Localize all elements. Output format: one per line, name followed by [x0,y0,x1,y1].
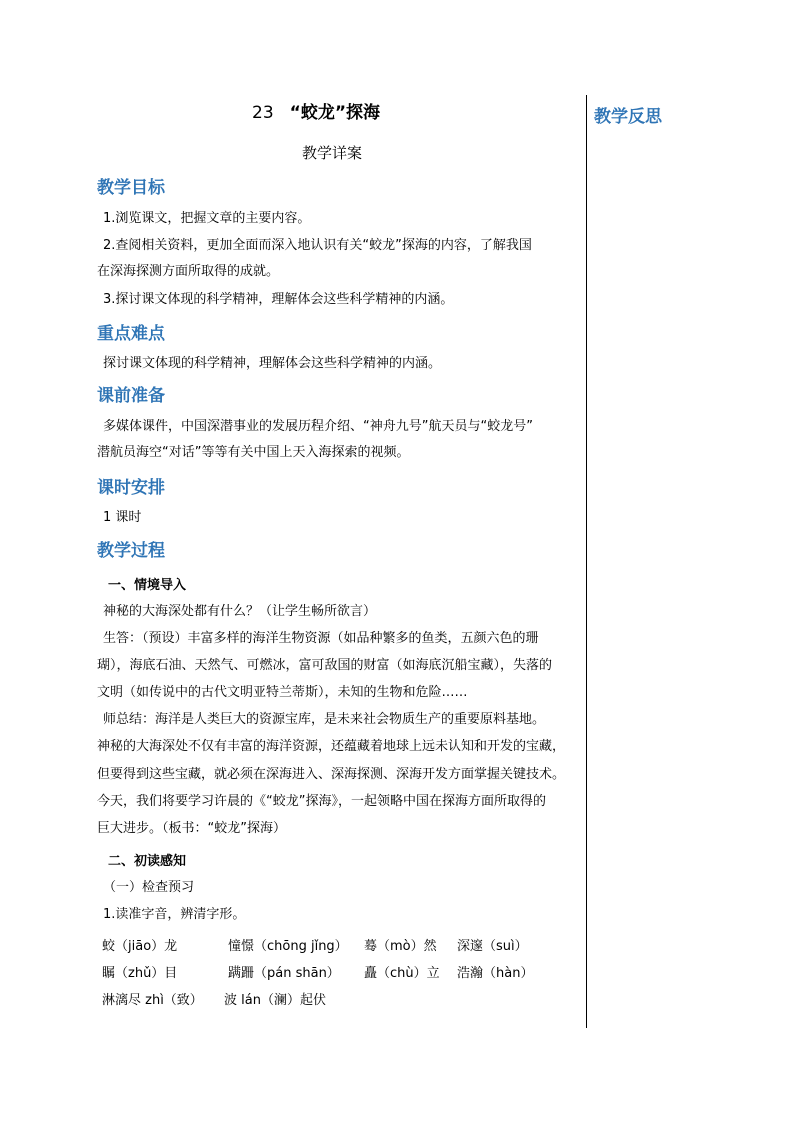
lesson-number: 23 [252,103,274,123]
part1-line-3: 瑚），海底石油、天然气、可燃冰，富可敌国的财富（如海底沉船宝藏），失落的 [97,658,553,673]
part1-line-6: 神秘的大海深处不仅有丰富的海洋资源，还蕴藏着地球上远未认知和开发的宝藏， [97,739,566,754]
vocab-item: 淋漓尽 zhì（致） [102,993,203,1008]
key-line-1: 探讨课文体现的科学精神，理解体会这些科学精神的内涵。 [103,356,442,371]
goals-line-4: 3.探讨课文体现的科学精神，理解体会这些科学精神的内涵。 [103,292,454,307]
key-heading: 重点难点 [97,324,165,344]
part1-line-8: 今天，我们将要学习许晨的《“蛟龙”探海》，一起领略中国在探海方面所取得的 [97,794,546,809]
vocab-item: 深邃（suì） [457,939,528,954]
part1-heading: 一、情境导入 [108,578,187,593]
lesson-subtitle: 教学详案 [302,144,363,162]
vocab-item: 蛟（jiāo）龙 [102,939,178,954]
vocab-item: 蓦（mò）然 [364,939,437,954]
part2-item: 1.读准字音，辨清字形。 [103,907,246,922]
vocab-item: 浩瀚（hàn） [457,966,534,981]
schedule-heading: 课时安排 [97,478,165,498]
part1-line-7: 但要得到这些宝藏，就必须在深海进入、深海探测、深海开发方面掌握关键技术。 [97,767,566,782]
prep-heading: 课前准备 [97,386,165,406]
prep-line-1: 多媒体课件，中国深潜事业的发展历程介绍、“神舟九号”航天员与“蛟龙号” [103,419,533,434]
goals-heading: 教学目标 [97,178,165,198]
goals-line-3: 在深海探测方面所取得的成就。 [97,264,280,279]
part1-line-5: 师总结：海洋是人类巨大的资源宝库，是未来社会物质生产的重要原料基地。 [103,712,546,727]
vocab-item: 蹒跚（pán shān） [228,966,340,981]
vocab-item: 矗（chù）立 [364,966,440,981]
process-heading: 教学过程 [97,541,165,561]
goals-line-2: 2.查阅相关资料，更加全面而深入地认识有关“蛟龙”探海的内容，了解我国 [103,238,532,253]
part1-line-2: 生答：（预设）丰富多样的海洋生物资源（如品种繁多的鱼类，五颜六色的珊 [103,631,539,646]
goals-line-1: 1.浏览课文，把握文章的主要内容。 [103,211,311,226]
lesson-title [252,98,380,123]
lesson-title-text: “蛟龙”探海 [289,103,380,123]
prep-line-2: 潜航员海空“对话”等等有关中国上天入海探索的视频。 [97,445,410,460]
vocab-item: 瞩（zhǔ）目 [102,966,178,981]
part1-line-1: 神秘的大海深处都有什么？（让学生畅所欲言） [103,604,377,619]
vocab-item: 憧憬（chōng jǐng） [228,939,348,954]
reflection-heading: 教学反思 [594,107,662,127]
part1-line-4: 文明（如传说中的古代文明亚特兰蒂斯），未知的生物和危险…… [97,685,468,700]
schedule-line-1: 1 课时 [103,510,142,525]
part2-heading: 二、初读感知 [108,854,187,869]
part1-line-9: 巨大进步。（板书：“蛟龙”探海） [97,821,286,836]
part2-subheading: （一）检查预习 [103,880,195,895]
vocab-item: 波 lán（澜）起伏 [224,993,326,1008]
